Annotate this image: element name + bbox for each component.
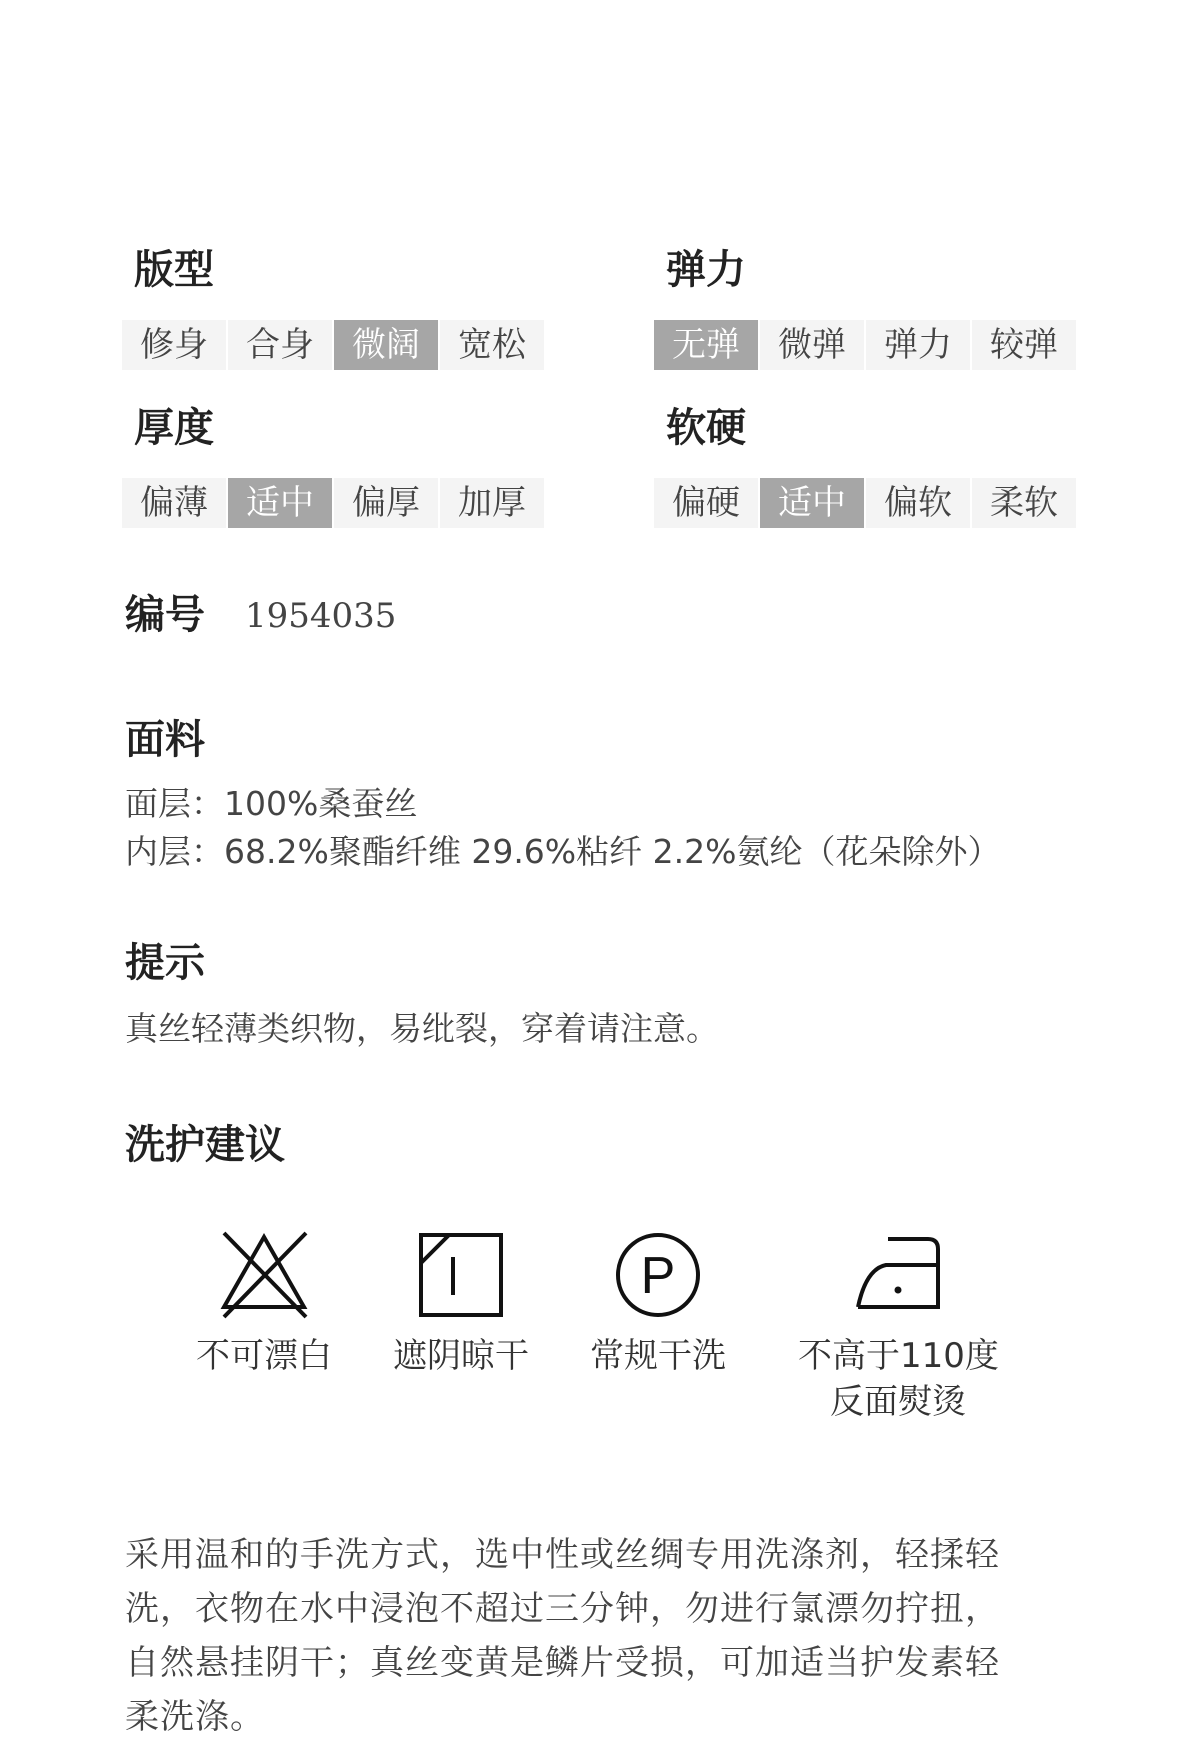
thickness-title: 厚度 bbox=[134, 405, 214, 451]
fit-title: 版型 bbox=[134, 247, 214, 293]
no-bleach-icon bbox=[214, 1225, 314, 1325]
fabric-outer-layer: 面层：100%桑蚕丝 bbox=[125, 784, 418, 823]
care-title: 洗护建议 bbox=[125, 1122, 285, 1168]
shade-dry-icon bbox=[411, 1225, 511, 1325]
softness-title: 软硬 bbox=[666, 405, 746, 451]
care-label-shade-dry: 遮阴晾干 bbox=[393, 1336, 529, 1376]
fabric-title: 面料 bbox=[125, 717, 205, 763]
elasticity-title: 弹力 bbox=[666, 247, 746, 293]
thickness-option[interactable]: 偏厚 bbox=[334, 478, 438, 528]
softness-option[interactable]: 偏软 bbox=[866, 478, 970, 528]
elasticity-option[interactable]: 较弹 bbox=[972, 320, 1076, 370]
care-label-no-bleach: 不可漂白 bbox=[196, 1336, 332, 1376]
care-item-no-bleach bbox=[164, 1225, 364, 1379]
fit-option[interactable]: 合身 bbox=[228, 320, 332, 370]
elasticity-option[interactable]: 微弹 bbox=[760, 320, 864, 370]
care-item-shade-dry bbox=[361, 1225, 561, 1379]
thickness-option[interactable]: 适中 bbox=[228, 478, 332, 528]
care-instructions-line: 自然悬挂阴干；真丝变黄是鳞片受损，可加适当护发素轻 bbox=[125, 1643, 1000, 1683]
care-label-dry-clean: 常规干洗 bbox=[590, 1336, 726, 1376]
svg-text:P: P bbox=[640, 1247, 676, 1305]
elasticity-option[interactable]: 弹力 bbox=[866, 320, 970, 370]
fit-option[interactable]: 宽松 bbox=[440, 320, 544, 370]
dry-clean-p-icon bbox=[608, 1225, 708, 1325]
iron-low-icon bbox=[848, 1225, 948, 1325]
thickness-options bbox=[122, 478, 546, 528]
thickness-option[interactable]: 加厚 bbox=[440, 478, 544, 528]
care-instructions bbox=[125, 1528, 1080, 1744]
softness-option[interactable]: 适中 bbox=[760, 478, 864, 528]
product-code-label: 编号 bbox=[125, 592, 205, 638]
elasticity-options bbox=[654, 320, 1078, 370]
elasticity-option[interactable]: 无弹 bbox=[654, 320, 758, 370]
notice-title: 提示 bbox=[125, 940, 205, 986]
fit-options bbox=[122, 320, 546, 370]
care-item-iron bbox=[798, 1225, 998, 1425]
thickness-option[interactable]: 偏薄 bbox=[122, 478, 226, 528]
care-item-dry-clean bbox=[558, 1225, 758, 1379]
fit-option[interactable]: 修身 bbox=[122, 320, 226, 370]
care-instructions-line: 采用温和的手洗方式，选中性或丝绸专用洗涤剂，轻揉轻 bbox=[125, 1535, 1000, 1575]
fabric-inner-layer: 内层：68.2%聚酯纤维 29.6%粘纤 2.2%氨纶（花朵除外） bbox=[125, 832, 1001, 871]
softness-options bbox=[654, 478, 1078, 528]
care-label-iron: 不高于110度 反面熨烫 bbox=[798, 1336, 999, 1422]
softness-option[interactable]: 偏硬 bbox=[654, 478, 758, 528]
care-instructions-line: 柔洗涤。 bbox=[125, 1697, 265, 1737]
care-instructions-line: 洗，衣物在水中浸泡不超过三分钟，勿进行氯漂勿拧扭， bbox=[125, 1589, 1000, 1629]
product-code-value: 1954035 bbox=[245, 596, 397, 636]
fit-option[interactable]: 微阔 bbox=[334, 320, 438, 370]
softness-option[interactable]: 柔软 bbox=[972, 478, 1076, 528]
notice-text: 真丝轻薄类织物，易纰裂，穿着请注意。 bbox=[125, 1009, 719, 1048]
